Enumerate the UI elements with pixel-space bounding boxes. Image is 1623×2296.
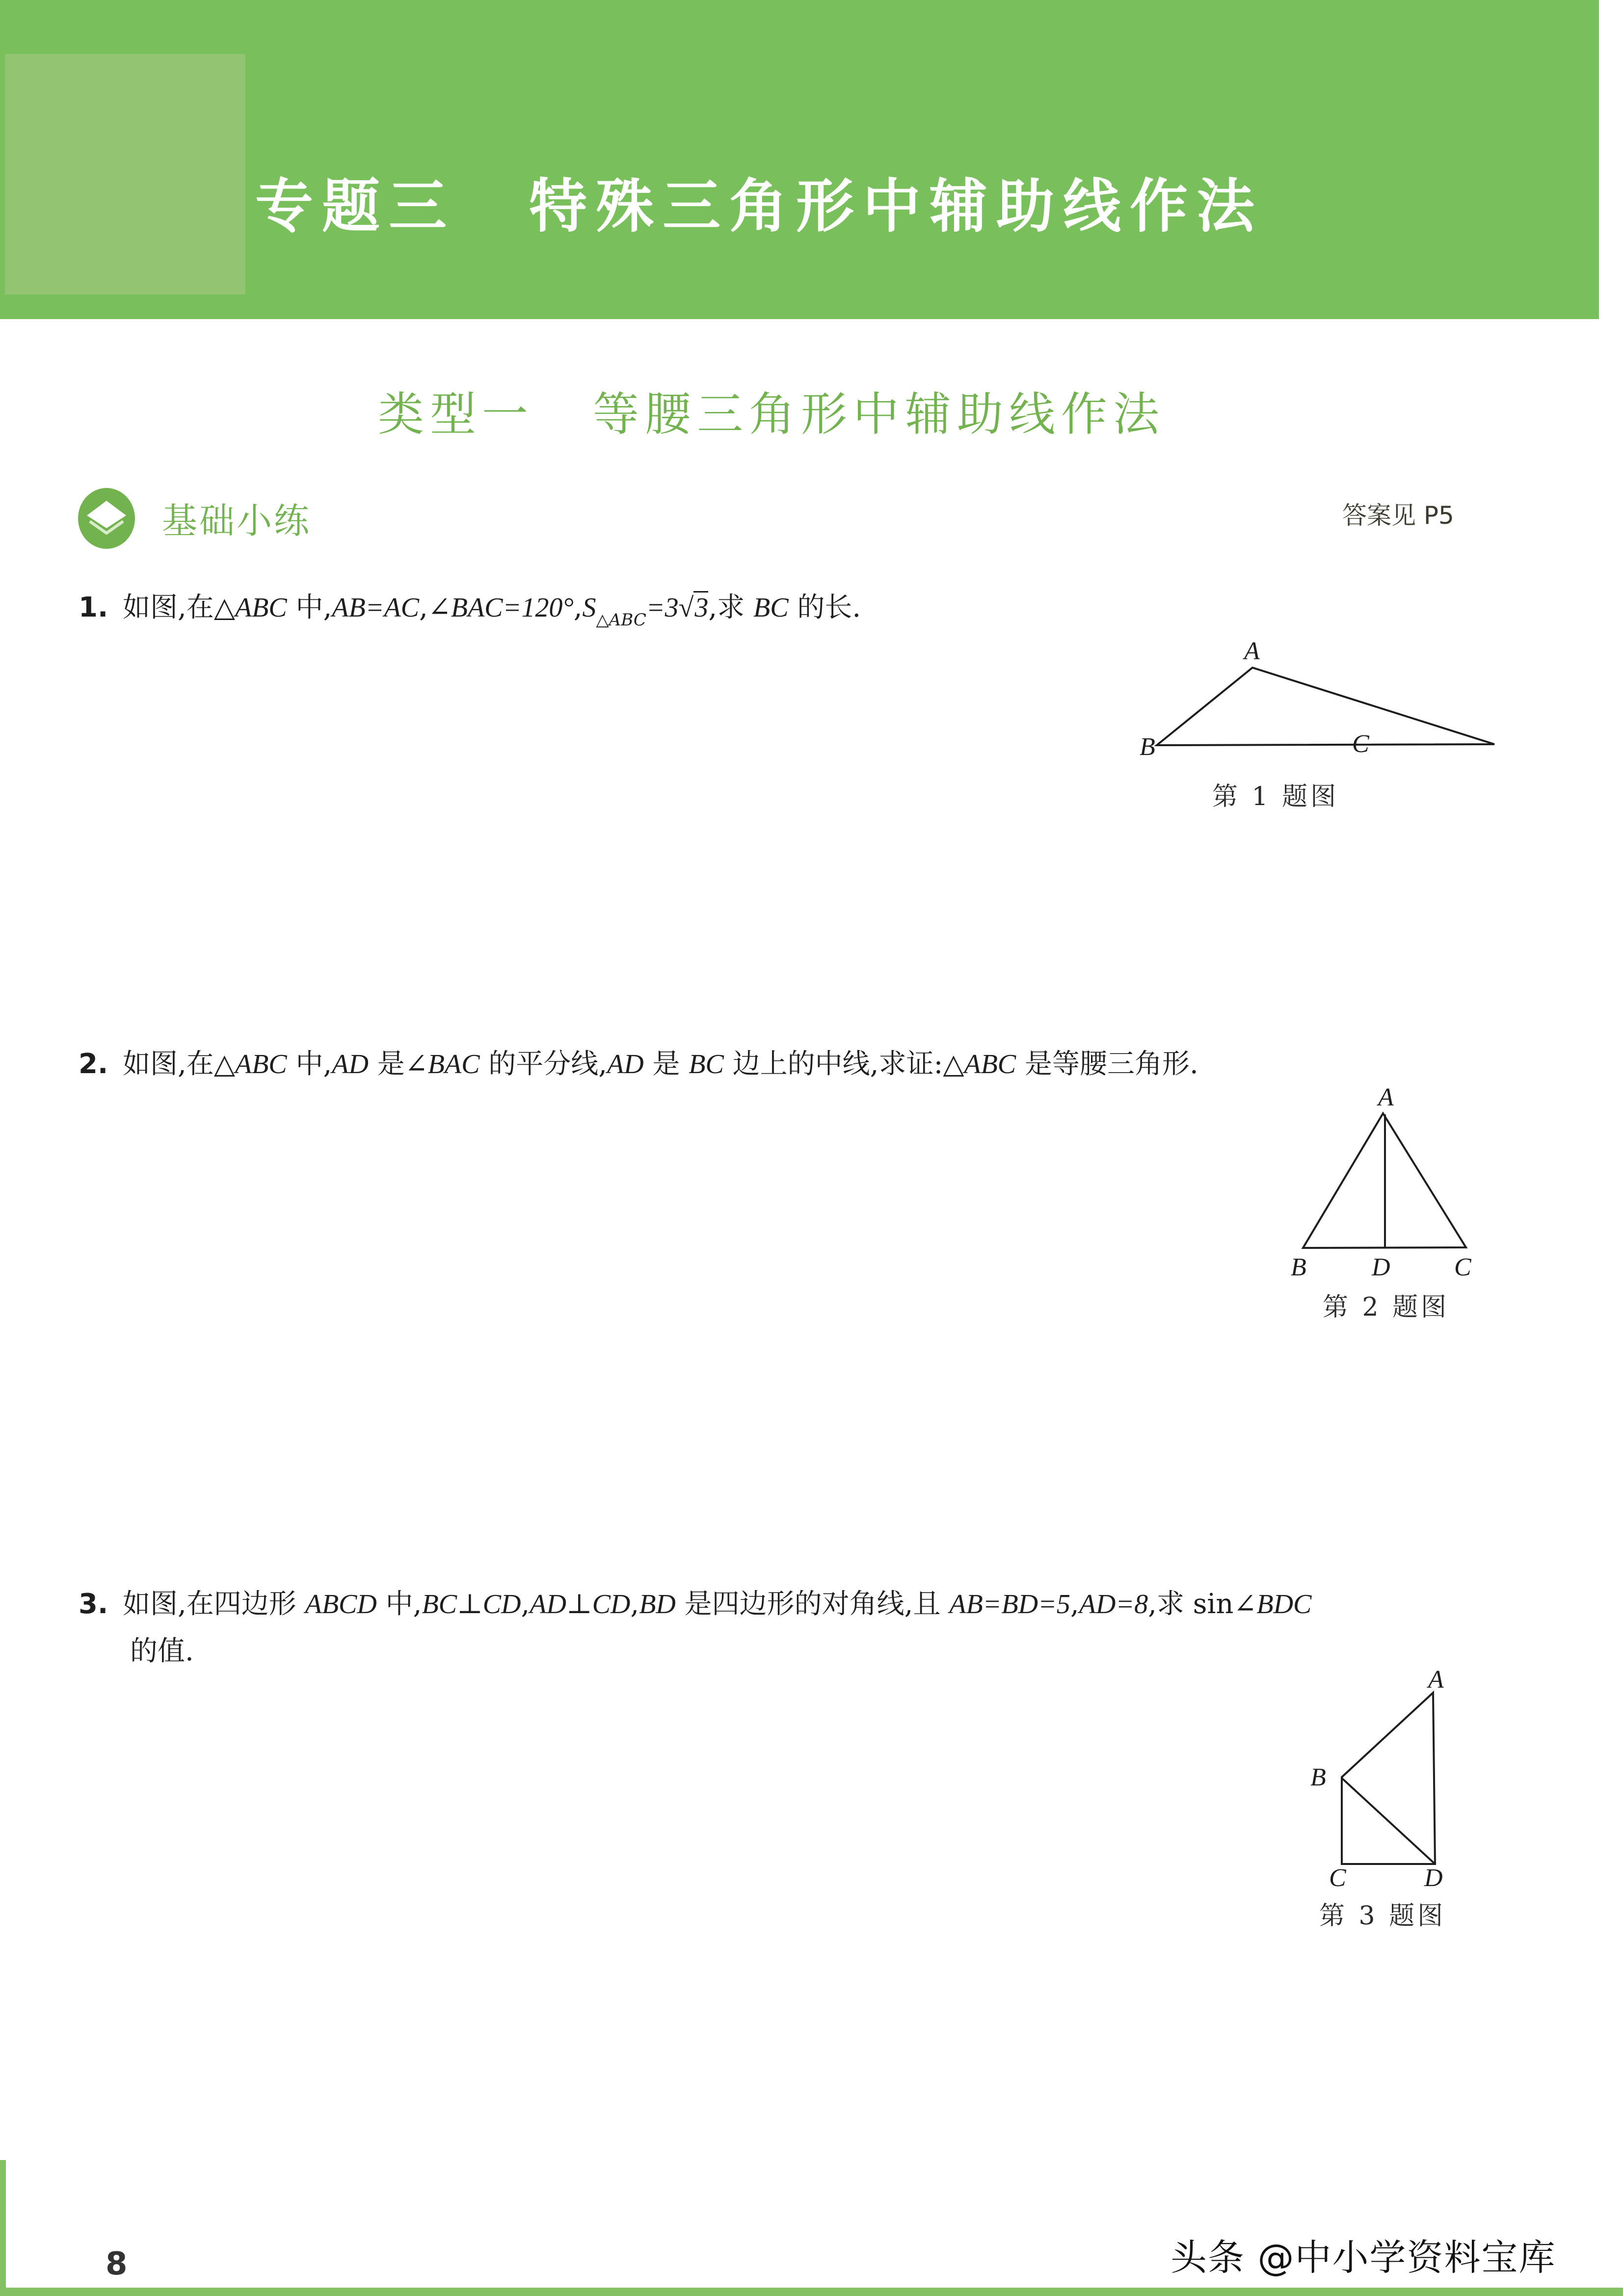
- topic-label: 专题三: [255, 172, 456, 240]
- section-label: 基础小练: [162, 500, 312, 541]
- figure-1: [1129, 628, 1497, 811]
- question-text: 如图,在△ABC 中,AD 是∠BAC 的平分线,AD 是 BC 边上的中线,求证:△ABC 是等腰三角形.: [123, 1048, 1198, 1080]
- svg-text:A: A: [1378, 1083, 1394, 1111]
- figure-2: [1276, 1080, 1482, 1322]
- figure-1-label-c: [1352, 727, 1382, 761]
- type-label: 类型一: [378, 387, 534, 441]
- question-number: 3.: [79, 1588, 108, 1620]
- page-number: 8: [106, 2246, 128, 2282]
- figure-caption: 第 1 题图: [1212, 782, 1339, 811]
- triangle-abc-diagram: [1129, 628, 1497, 776]
- svg-text:A: A: [1428, 1666, 1444, 1694]
- banner-accent-block: [5, 54, 245, 295]
- figure-caption: 第 3 题图: [1319, 1901, 1446, 1931]
- answer-reference: 答案见 P5: [1342, 501, 1454, 530]
- figure-3: [1286, 1666, 1497, 2042]
- svg-text:B: B: [1291, 1253, 1306, 1281]
- page-edge-strip-bottom: [0, 2288, 1623, 2296]
- type-heading: [378, 378, 1165, 442]
- triangle-abd-median-diagram: [1276, 1080, 1482, 1286]
- chapter-banner: [0, 0, 1599, 319]
- figure-caption: 第 2 题图: [1323, 1293, 1450, 1322]
- question-number: 1.: [79, 592, 108, 623]
- svg-text:B: B: [1310, 1763, 1326, 1791]
- svg-text:C: C: [1454, 1253, 1471, 1281]
- svg-text:C: C: [1352, 730, 1369, 758]
- question-text-continued: 的值.: [130, 1635, 194, 1667]
- svg-text:D: D: [1424, 1864, 1443, 1892]
- question-3: [79, 1581, 1502, 1675]
- topic-title: 特殊三角形中辅助线作法: [529, 172, 1264, 240]
- svg-text:C: C: [1329, 1864, 1346, 1892]
- svg-text:A: A: [1244, 637, 1260, 665]
- question-text: 如图,在四边形 ABCD 中,BC⊥CD,AD⊥CD,BD 是四边形的对角线,且 AB=BD=5,AD=8,求 sin∠BDC: [123, 1588, 1312, 1620]
- page-edge-strip-left: [0, 2160, 6, 2296]
- question-text: 如图,在△ABC 中$,AB=AC,\angle BAC=120^\circ,S_{\triangle ABC}=3√3$,求 BC 的长.: [123, 592, 861, 630]
- svg-text:B: B: [1140, 733, 1155, 761]
- section-header: [76, 486, 311, 550]
- question-number: 2.: [79, 1048, 108, 1080]
- watermark: 头条 @中小学资料宝库: [1171, 2237, 1556, 2279]
- svg-text:D: D: [1372, 1253, 1390, 1281]
- quadrilateral-abcd-diagram: [1286, 1666, 1497, 2042]
- type-title: 等腰三角形中辅助线作法: [593, 387, 1166, 441]
- chapter-title: [255, 162, 1263, 241]
- layers-icon: [76, 486, 140, 550]
